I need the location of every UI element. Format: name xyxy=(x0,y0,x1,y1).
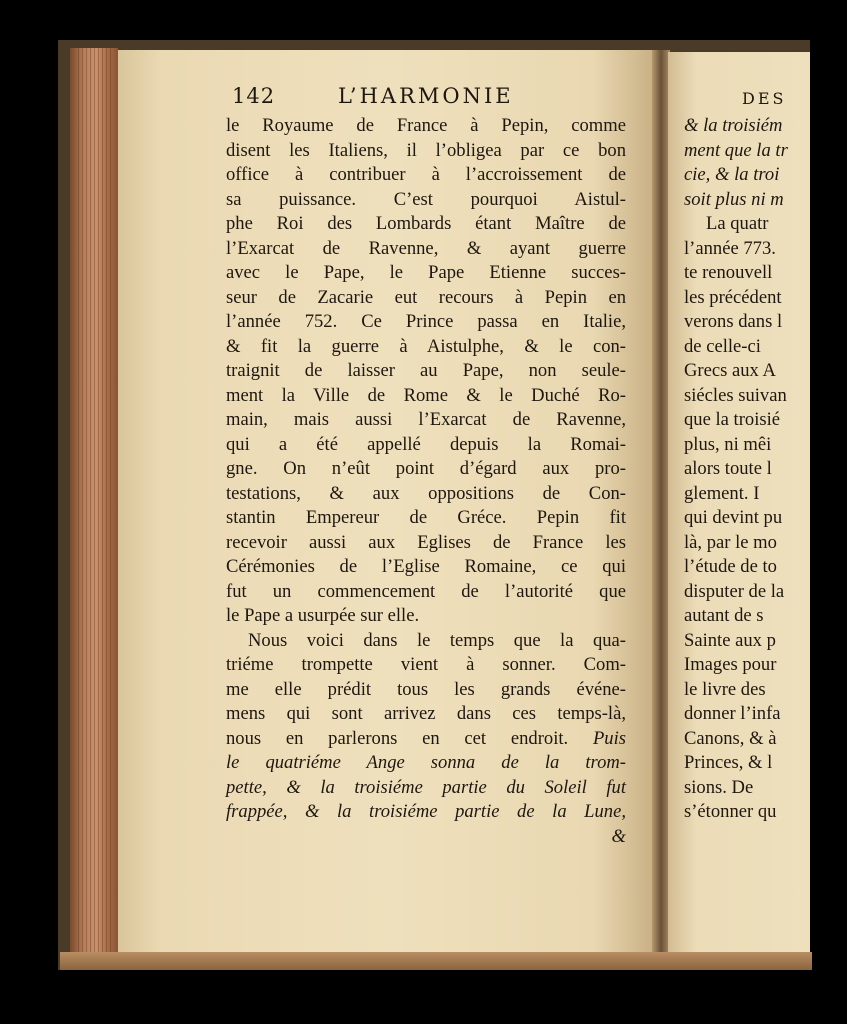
text-line: qui a été appellé depuis la Romai- xyxy=(226,433,626,455)
text-line: Sainte aux p xyxy=(684,629,776,651)
text-line: & fit la guerre à Aistulphe, & le con- xyxy=(226,335,626,357)
text-line: qui devint pu xyxy=(684,507,783,528)
text-line: alors toute l xyxy=(684,458,772,479)
text-line: me elle prédit tous les grands événe- xyxy=(226,678,626,700)
text-line: gne. On n’eût point d’égard aux pro- xyxy=(226,458,626,479)
text-line: disent les Italiens, il l’obligea par ce bon xyxy=(226,139,626,161)
text-line: avec le Pape, le Pape Etienne succes- xyxy=(226,262,626,283)
text-line: cie, & la troi xyxy=(684,164,780,185)
text-line: le quatriéme Ange sonna de la trom- xyxy=(226,752,626,773)
text-line: ment la Ville de Rome & le Duché Ro- xyxy=(226,384,626,406)
text-line: l’étude de to xyxy=(684,556,777,577)
text-line: que la troisié xyxy=(684,409,781,430)
text-line: testations, & aux oppositions de Con- xyxy=(226,482,626,504)
text-line: La quatr xyxy=(706,213,769,234)
text-line: fut un commencement de l’autorité que xyxy=(226,580,626,602)
text-line: pette, & la troisiéme partie du Soleil fut xyxy=(226,776,626,798)
text-line: & la troisiém xyxy=(684,115,783,136)
text-line: mens qui sont arrivez dans ces temps-là, xyxy=(226,703,626,724)
right-page-lines xyxy=(684,114,810,825)
text-line: main, mais aussi l’Exarcat de Ravenne, xyxy=(226,409,626,430)
text-line: plus, ni mêi xyxy=(684,433,772,455)
text-line: les précédent xyxy=(684,286,782,308)
text-line: office à contribuer à l’accroissement de xyxy=(226,164,626,185)
right-page-body xyxy=(684,84,810,864)
book-bottom-board xyxy=(60,952,812,970)
text-line: le livre des xyxy=(684,678,766,700)
text-line: recevoir aussi aux Eglises de France les xyxy=(226,531,626,553)
text-line: de celle-ci xyxy=(684,335,761,357)
text-line: donner l’infa xyxy=(684,703,781,724)
right-running-title: DES xyxy=(742,89,787,108)
text-line: disputer de la xyxy=(684,580,785,602)
text-line: le Royaume de France à Pepin, comme xyxy=(226,115,626,136)
text-line: l’Exarcat de Ravenne, & ayant guerre xyxy=(226,237,626,259)
text-line: le Pape a usurpée sur elle. xyxy=(226,605,420,626)
text-line: verons dans l xyxy=(684,311,783,332)
text-line: & xyxy=(611,825,626,847)
text-line: s’étonner qu xyxy=(684,801,777,822)
text-line: traignit de laisser au Pape, non seule- xyxy=(226,360,626,381)
running-title: L’HARMONIE xyxy=(338,84,514,108)
page-edge-texture xyxy=(78,48,114,953)
text-line: l’année 773. xyxy=(684,237,776,259)
left-page-body xyxy=(226,114,626,849)
text-line: Cérémonies de l’Eglise Romaine, ce qui xyxy=(226,556,626,577)
text-line: là, par le mo xyxy=(684,531,777,553)
text-line: glement. I xyxy=(684,482,760,504)
text-line: Images pour xyxy=(684,654,777,675)
text-line: nous en parlerons en cet endroit. Puis xyxy=(226,727,626,749)
text-line: triéme trompette vient à sonner. Com- xyxy=(226,654,626,675)
text-line: Princes, & l xyxy=(684,752,773,773)
text-line: autant de s xyxy=(684,605,764,626)
text-line: sions. De xyxy=(684,776,754,798)
text-line: Grecs aux A xyxy=(684,360,776,381)
text-line: seur de Zacarie eut recours à Pepin en xyxy=(226,286,626,308)
text-line: phe Roi des Lombards étant Maître de xyxy=(226,213,626,234)
text-line: Canons, & à xyxy=(684,727,777,749)
text-line: te renouvell xyxy=(684,262,773,283)
text-line: ment que la tr xyxy=(684,139,788,161)
text-line: Nous voici dans le temps que la qua- xyxy=(248,629,626,651)
text-line: soit plus ni m xyxy=(684,188,784,210)
text-line: frappée, & la troisiéme partie de la Lune, xyxy=(226,801,626,822)
text-line: stantin Empereur de Gréce. Pepin fit xyxy=(226,507,626,528)
text-line: l’année 752. Ce Prince passa en Italie, xyxy=(226,311,626,332)
page-number: 142 xyxy=(232,84,276,108)
text-line: siécles suivan xyxy=(684,384,787,406)
text-line: sa puissance. C’est pourquoi Aistul- xyxy=(226,188,626,210)
